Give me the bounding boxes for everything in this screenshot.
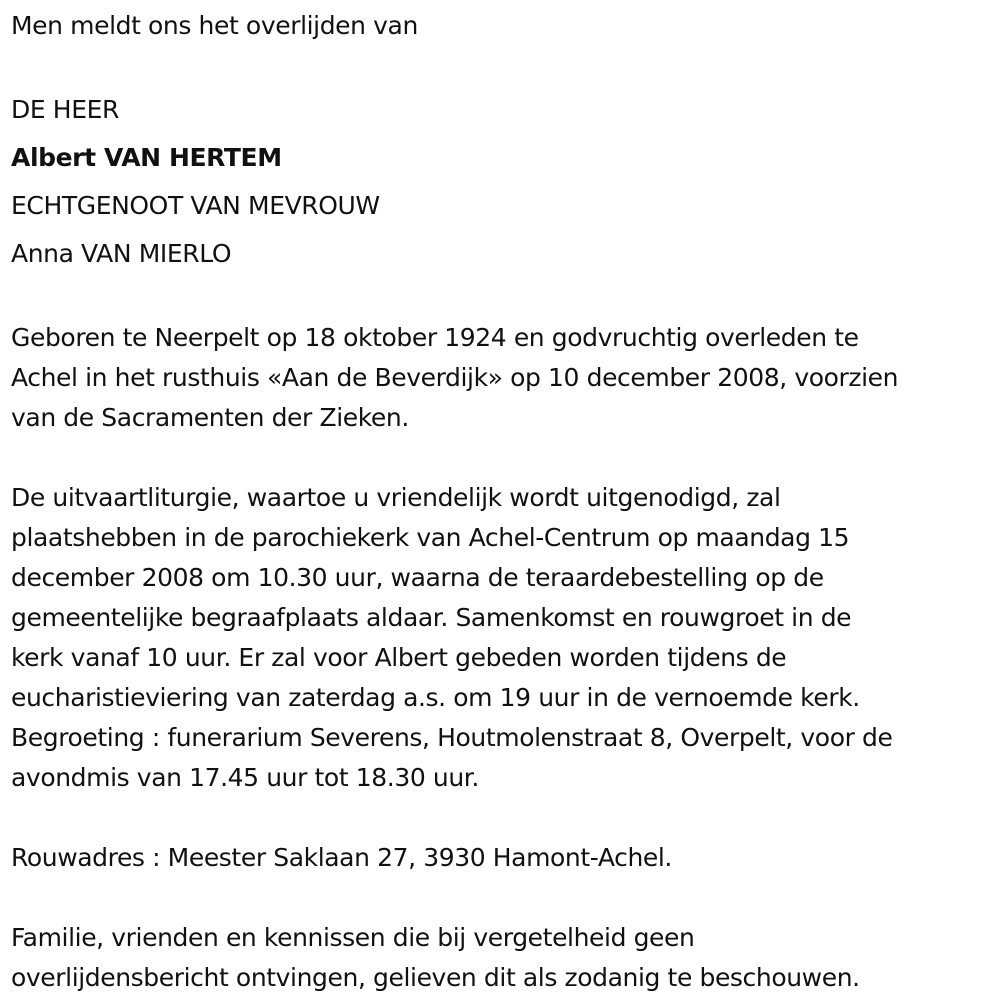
relation-text: ECHTGENOOT VAN MEVROUW [11,191,380,220]
spacer [11,278,996,318]
paragraph-line: Geboren te Neerpelt op 18 oktober 1924 en godvruchtig overleden te [11,323,859,352]
honorific-title: DE HEER [11,95,119,124]
spacer [11,46,996,86]
deceased-name: Albert VAN HERTEM [11,143,282,172]
paragraph-line: overlijdensbericht ontvingen, gelieven dit als zodanig te beschouwen. [11,963,860,992]
spouse-name: Anna VAN MIERLO [11,239,232,268]
paragraph-line: eucharistieviering van zaterdag a.s. om 19 uur in de vernoemde kerk. [11,683,860,712]
paragraph-line: plaatshebben in de parochiekerk van Achel-Centrum op maandag 15 [11,523,850,552]
paragraph-line: december 2008 om 10.30 uur, waarna de teraardebestelling op de [11,563,824,592]
obituary-document [11,6,996,998]
spacer [11,438,996,478]
paragraph-line: De uitvaartliturgie, waartoe u vriendelijk wordt uitgenodigd, zal [11,483,781,512]
funeral-paragraph [11,478,996,798]
paragraph-line: kerk vanaf 10 uur. Er zal voor Albert gebeden worden tijdens de [11,643,787,672]
spacer [11,798,996,838]
spacer [11,878,996,918]
intro-text: Men meldt ons het overlijden van [11,11,418,40]
paragraph-line: gemeentelijke begraafplaats aldaar. Samenkomst en rouwgroet in de [11,603,852,632]
paragraph-line: van de Sacramenten der Zieken. [11,403,409,432]
paragraph-line: avondmis van 17.45 uur tot 18.30 uur. [11,763,479,792]
paragraph-line: Familie, vrienden en kennissen die bij vergetelheid geen [11,923,695,952]
birth-death-paragraph [11,318,996,438]
closing-paragraph [11,918,996,998]
mourning-address: Rouwadres : Meester Saklaan 27, 3930 Hamont-Achel. [11,843,672,872]
paragraph-line: Begroeting : funerarium Severens, Houtmolenstraat 8, Overpelt, voor de [11,723,893,752]
paragraph-line: Achel in het rusthuis «Aan de Beverdijk» op 10 december 2008, voorzien [11,363,899,392]
